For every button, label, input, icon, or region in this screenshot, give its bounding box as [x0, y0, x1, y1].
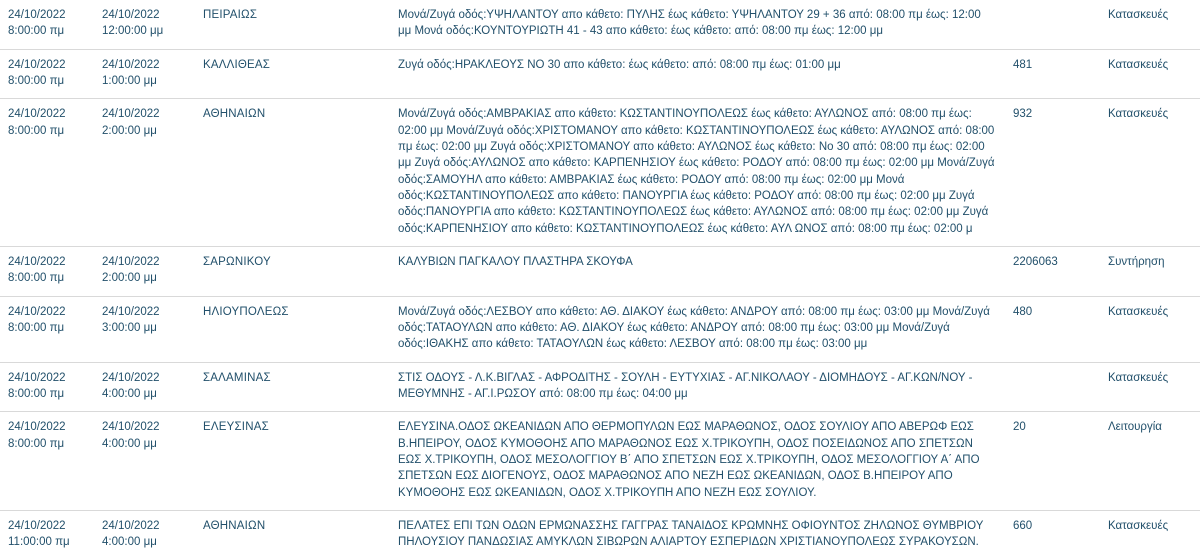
cell-number [1005, 362, 1100, 412]
from-time: 8:00:00 πμ [8, 272, 65, 285]
to-date: 24/10/2022 [102, 108, 160, 121]
cell-description: Ζυγά οδός:ΗΡΑΚΛΕΟΥΣ ΝΟ 30 απο κάθετο: έως κάθετο: από: 08:00 πμ έως: 01:00 μμ [390, 49, 1005, 99]
to-time: 4:00:00 μμ [102, 387, 157, 400]
cell-from-datetime [0, 246, 94, 296]
to-date: 24/10/2022 [102, 9, 160, 21]
to-time: 4:00:00 μμ [102, 536, 157, 549]
cell-reason: Κατασκευές [1100, 510, 1200, 559]
cell-reason: Κατασκευές [1100, 49, 1200, 99]
table-row [0, 49, 1200, 99]
from-time: 8:00:00 πμ [8, 437, 65, 450]
cell-number: 20 [1005, 412, 1100, 511]
cell-number: 480 [1005, 296, 1100, 362]
cell-from-datetime [0, 412, 94, 511]
cell-reason: Λειτουργία [1100, 412, 1200, 511]
from-time: 8:00:00 πμ [8, 321, 65, 334]
cell-number: 932 [1005, 99, 1100, 247]
cell-area: ΗΛΙΟΥΠΟΛΕΩΣ [195, 296, 390, 362]
to-date: 24/10/2022 [102, 255, 160, 268]
cell-from-datetime [0, 510, 94, 559]
cell-area: ΑΘΗΝΑΙΩΝ [195, 510, 390, 559]
cell-description: ΣΤΙΣ ΟΔΟΥΣ - Λ.Κ.ΒΙΓΛΑΣ - ΑΦΡΟΔΙΤΗΣ - ΣΟΥΛΗ - ΕΥΤΥΧΙΑΣ - ΑΓ.ΝΙΚΟΛΑΟΥ - ΔΙΟΜΗΔΟΥΣ - ΑΓ.ΚΩΝ/ΝΟΥ - ΜΕΘΥΜΝΗΣ - ΑΓ.Ι.ΡΩΣΟΥ από: 08:00 πμ έως: 04:00 μμ [390, 362, 1005, 412]
table-row [0, 0, 1200, 49]
cell-description: Μονά/Ζυγά οδός:ΥΨΗΛΑΝΤΟΥ απο κάθετο: ΠΥΛΗΣ έως κάθετο: ΥΨΗΛΑΝΤΟΥ 29 + 36 από: 08:00 πμ έως: 12:00 μμ Μονά οδός:ΚΟΥΝΤΟΥΡΙΩΤΗ 41 - 43 απο κάθετο: έως κάθετο: από: 08:00 πμ έως: 12:00 μμ [398, 9, 981, 38]
to-time: 12:00:00 μμ [102, 25, 164, 38]
cell-description: ΠΕΛΑΤΕΣ ΕΠΙ ΤΩΝ ΟΔΩΝ ΕΡΜΩΝΑΣΣΗΣ ΓΑΓΓΡΑΣ ΤΑΝΑΙΔΟΣ ΚΡΩΜΝΗΣ ΟΦΙΟΥΝΤΟΣ ΖΗΛΩΝΟΣ ΘΥΜΒΡΙΟΥ ΠΗΛΟΥΣΙΟΥ ΠΑΝΔΩΣΙΑΣ ΑΜΥΚΛΩΝ ΣΙΒΩΡΩΝ ΑΛΙΑΡΤΟΥ ΕΣΠΕΡΙΔΩΝ ΧΡΙΣΤΙΑΝΟΥΠΟΛΕΩΣ ΣΥΡΑΚΟΥΣΩΝ. [390, 510, 1005, 559]
cell-area: ΣΑΡΩΝΙΚΟΥ [195, 246, 390, 296]
cell-from-datetime [0, 49, 94, 99]
to-date: 24/10/2022 [102, 371, 160, 384]
table-row [0, 362, 1200, 412]
cell-description: ΕΛΕΥΣΙΝΑ.ΟΔΟΣ ΩΚΕΑΝΙΔΩΝ ΑΠΟ ΘΕΡΜΟΠΥΛΩΝ ΕΩΣ ΜΑΡΑΘΩΝΟΣ, ΟΔΟΣ ΣΟΥΛΙΟΥ ΑΠΟ ΑΒΕΡΩΦ ΕΩΣ Β.ΗΠΕΙΡΟΥ, ΟΔΟΣ ΚΥΜΟΘΟΗΣ ΑΠΟ ΜΑΡΑΘΩΝΟΣ ΕΩΣ Χ.ΤΡΙΚΟΥΠΗ, ΟΔΟΣ ΠΟΣΕΙΔΩΝΟΣ ΑΠΟ ΣΠΕΤΣΩΝ ΕΩΣ Χ.ΤΡΙΚΟΥΠΗ, ΟΔΟΣ ΜΕΣΟΛΟΓΓΙΟΥ Β΄ ΑΠΟ ΣΠΕΤΣΩΝ ΕΩΣ Χ.ΤΡΙΚΟΥΠΗ, ΟΔΟΣ ΜΕΣΟΛΟΓΓΙΟΥ Α΄ ΑΠΟ ΣΠΕΤΣΩΝ ΕΩΣ ΔΙΟΓΕΝΟΥΣ, ΟΔΟΣ ΜΑΡΑΘΩΝΟΣ ΑΠΟ ΝΕΖΗ ΕΩΣ ΩΚΕΑΝΙΔΩΝ, ΟΔΟΣ Β.ΗΠΕΙΡΟΥ ΑΠΟ ΚΥΜΟΘΟΗΣ ΕΩΣ ΩΚΕΑΝΙΔΩΝ, ΟΔΟΣ Χ.ΤΡΙΚΟΥΠΗ ΑΠΟ ΝΕΖΗ ΕΩΣ ΣΟΥΛΙΟΥ. [390, 412, 1005, 511]
cell-to-datetime [94, 246, 195, 296]
from-time: 11:00:00 πμ [8, 536, 70, 549]
cell-to-datetime [94, 510, 195, 559]
cell-description: ΚΑΛΥΒΙΩΝ ΠΑΓΚΑΛΟΥ ΠΛΑΣΤΗΡΑ ΣΚΟΥΦΑ [390, 246, 1005, 296]
cell-to-datetime [94, 0, 195, 49]
from-time: 8:00:00 πμ [8, 74, 65, 87]
cell-to-datetime [94, 362, 195, 412]
to-time: 3:00:00 μμ [102, 321, 157, 334]
cell-area: ΣΑΛΑΜΙΝΑΣ [195, 362, 390, 412]
cell-from-datetime [0, 296, 94, 362]
cell-area: ΑΘΗΝΑΙΩΝ [195, 99, 390, 247]
to-date: 24/10/2022 [102, 421, 160, 434]
to-time: 2:00:00 μμ [102, 272, 157, 285]
cell-area: ΚΑΛΛΙΘΕΑΣ [195, 49, 390, 99]
cell-reason: Κατασκευές [1100, 296, 1200, 362]
cell-reason: Συντήρηση [1100, 246, 1200, 296]
table-row [0, 246, 1200, 296]
table-row [0, 412, 1200, 511]
cell-number: 660 [1005, 510, 1100, 559]
table-row [0, 296, 1200, 362]
from-date: 24/10/2022 [8, 421, 66, 434]
cell-number [1005, 0, 1100, 49]
to-time: 4:00:00 μμ [102, 437, 157, 450]
cell-reason: Κατασκευές [1100, 99, 1200, 247]
to-date: 24/10/2022 [102, 519, 160, 532]
cell-description: Μονά/Ζυγά οδός:ΑΜΒΡΑΚΙΑΣ απο κάθετο: ΚΩΣΤΑΝΤΙΝΟΥΠΟΛΕΩΣ έως κάθετο: ΑΥΛΩΝΟΣ από: 08:00 πμ έως: 02:00 μμ Μονά/Ζυγά οδός:ΧΡΙΣΤΟΜΑΝΟΥ απο κάθετο: ΚΩΣΤΑΝΤΙΝΟΥΠΟΛΕΩΣ έως κάθετο: ΑΥΛΩΝΟΣ από: 08:00 πμ έως: 02:00 μμ Ζυγά οδός:ΧΡΙΣΤΟΜΑΝΟΥ απο κάθετο: ΑΥΛΩΝΟΣ έως κάθετο: Νο 30 από: 08:00 πμ έως: 02:00 μμ Ζυγά οδός:ΑΥΛΩΝΟΣ απο κάθετο: ΚΑΡΠΕΝΗΣΙΟΥ έως κάθετο: ΡΟΔΟΥ από: 08:00 πμ έως: 02:00 μμ Μονά/Ζυγά οδός:ΣΑΜΟΥΗΛ απο κάθετο: ΑΜΒΡΑΚΙΑΣ έως κάθετο: ΡΟΔΟΥ από: 08:00 πμ έως: 02:00 μμ Μονά οδός:ΚΩΣΤΑΝΤΙΝΟΥΠΟΛΕΩΣ απο κάθετο: ΠΑΝΟΥΡΓΙΑ έως κάθετο: ΡΟΔΟΥ από: 08:00 πμ έως: 02:00 μμ Ζυγά οδός:ΠΑΝΟΥΡΓΙΑ απο κάθετο: ΚΩΣΤΑΝΤΙΝΟΥΠΟΛΕΩΣ έως κάθετο: ΑΥΛΩΝΟΣ από: 08:00 πμ έως: 02:00 μμ Ζυγά οδός:ΚΑΡΠΕΝΗΣΙΟΥ απο κάθετο: ΚΩΣΤΑΝΤΙΝΟΥΠΟΛΕΩΣ έως κάθετο: ΑΥΛ ΩΝΟΣ από: 08:00 πμ έως: 02:00 μ [390, 99, 1005, 247]
cell-to-datetime [94, 412, 195, 511]
cell-from-datetime [0, 0, 94, 49]
cell-area: ΠΕΙΡΑΙΩΣ [203, 9, 258, 21]
cell-from-datetime [0, 99, 94, 247]
from-date: 24/10/2022 [8, 58, 66, 71]
cell-from-datetime [0, 362, 94, 412]
from-time: 8:00:00 πμ [8, 25, 65, 38]
from-date: 24/10/2022 [8, 9, 66, 21]
to-date: 24/10/2022 [102, 58, 160, 71]
from-date: 24/10/2022 [8, 108, 66, 121]
cell-number: 481 [1005, 49, 1100, 99]
cell-area: ΕΛΕΥΣΙΝΑΣ [195, 412, 390, 511]
to-time: 1:00:00 μμ [102, 74, 157, 87]
from-date: 24/10/2022 [8, 305, 66, 318]
to-time: 2:00:00 μμ [102, 124, 157, 137]
cell-description: Μονά/Ζυγά οδός:ΛΕΣΒΟΥ απο κάθετο: ΑΘ. ΔΙΑΚΟΥ έως κάθετο: ΑΝΔΡΟΥ από: 08:00 πμ έως: 03:00 μμ Μονά/Ζυγά οδός:ΤΑΤΑΟΥΛΩΝ απο κάθετο: ΑΘ. ΔΙΑΚΟΥ έως κάθετο: ΑΝΔΡΟΥ από: 08:00 πμ έως: 03:00 μμ Μονά/Ζυγά οδός:ΙΘΑΚΗΣ απο κάθετο: ΤΑΤΑΟΥΛΩΝ έως κάθετο: ΛΕΣΒΟΥ από: 08:00 πμ έως: 03:00 μμ [390, 296, 1005, 362]
cell-reason: Κατασκευές [1108, 9, 1169, 21]
cell-reason: Κατασκευές [1100, 362, 1200, 412]
from-time: 8:00:00 πμ [8, 124, 65, 137]
table-row [0, 510, 1200, 559]
cell-to-datetime [94, 296, 195, 362]
from-date: 24/10/2022 [8, 519, 66, 532]
cell-to-datetime [94, 49, 195, 99]
table-row [0, 99, 1200, 247]
cell-number: 2206063 [1005, 246, 1100, 296]
from-date: 24/10/2022 [8, 371, 66, 384]
from-date: 24/10/2022 [8, 255, 66, 268]
from-time: 8:00:00 πμ [8, 387, 65, 400]
to-date: 24/10/2022 [102, 305, 160, 318]
cell-to-datetime [94, 99, 195, 247]
